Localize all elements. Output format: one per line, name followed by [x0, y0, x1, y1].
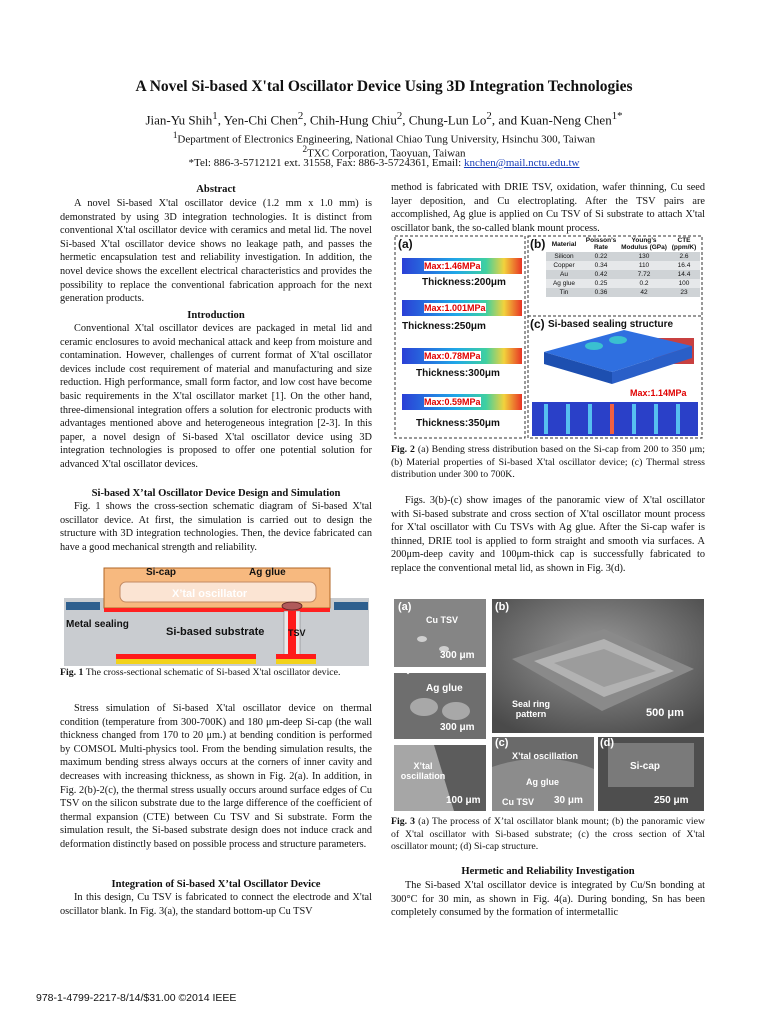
- footer-copyright: 978-1-4799-2217-8/14/$31.00 ©2014 IEEE: [36, 992, 237, 1004]
- fig3-scale-250: 250 μm: [654, 795, 689, 806]
- figure-2: [394, 234, 704, 440]
- author: , Chih-Hung Chiu: [303, 112, 397, 128]
- fig2-caption: Fig. 2 (a) Bending stress distribution based on the Si-cap from 200 to 350 μm; (b) Material properties of Si-based X'tal oscillator device; (c) Thermal stress distribution under 300 to 700K.: [391, 444, 705, 481]
- design-text: Fig. 1 shows the cross-section schematic diagram of Si-based X'tal oscillator device. At first, the simulation is carried out to design the structure with 3D integration technologies. Then, the device fabricated can have a good mechanical strength and reliability.: [60, 501, 372, 553]
- fig2-sealing-max: Max:1.14MPa: [630, 388, 687, 398]
- fig3-label-sicap: Si-cap: [630, 761, 661, 772]
- fig2-sim-max: Max:1.46MPa: [424, 261, 481, 271]
- material-table: Material Poisson’s Rate Young’s Modulus (GPa) CTE (ppm/K) Silicon 0.22 130 2.6 Copper 0.34 110 16.4 Au 0.42 7.72 14.4 Ag glue 0.25 0.2 100 Tin 0.36 42 23: [546, 236, 700, 297]
- fig3-panel-b: (b): [495, 601, 510, 613]
- fig2-sealing-title: Si-based sealing structure: [548, 319, 674, 330]
- fig1-label-tsv: TSV: [288, 628, 306, 638]
- fig3-scale-500: 500 μm: [646, 707, 684, 719]
- fig1-label-substrate: Si-based substrate: [166, 626, 265, 638]
- fig2-sim-thickness: Thickness:200μm: [422, 277, 506, 288]
- author: , Yen-Chi Chen: [217, 112, 298, 128]
- table-row: Tin 0.36 42 23: [546, 288, 700, 297]
- abstract-text: A novel Si-based X'tal oscillator device (1.2 mm x 1.0 mm) is demonstrated by using 3D integration technologies. It is distinct from conventional X'tal oscillator device with ceramics and metal lid. The novel Si-based X'tal oscillator device shows no leakage path, and passes the hermetic encapsulation test and reliability investigation. In addition, the novel device shows the excellent electrical characteristics and provides the possibility to replace the conventional fabrication approach for the next generation products.: [60, 198, 372, 305]
- stress-text: Stress simulation of Si-based X'tal oscillator device on thermal condition (temperature from 300-700K) and 180 μm-deep Si-cap (the wall thickness changed from 170 to 20 μm.) at bending condition is performed by COMSOL Multi-physics tool. From the bending simulation results, the maximum bending stress always occurs at the corners of inner cavity and decreases with increasing thickness, as shown in Fig. 2(a). In addition, in Fig. 2(b)-2(c), the thermal stress usually occurs around surface edges of Cu TSV on the silicon substrate due to the large difference of the coefficient of thermal expansion (CTE) between Cu TSV and Si substrate. Form the simulation result, the Si-based substrate design does not induce crack and deformation distinctly based on possible process and structure parameters.: [60, 703, 372, 850]
- fig2-panel-a: (a): [398, 237, 413, 251]
- fig3-label-xtal-c: X’tal oscillation: [512, 751, 579, 761]
- fig3-scale-300a: 300 μm: [440, 650, 475, 661]
- fig1-label-agglue: Ag glue: [249, 567, 286, 578]
- fig3-label-cutsv-c: Cu TSV: [502, 797, 535, 807]
- fig2-sim-thickness: Thickness:300μm: [416, 368, 500, 379]
- affiliation-1: $^1$Department of Electronics Engineering, National Chiao Tung University, Hsinchu 300, Taiwan: [172, 130, 596, 146]
- paper-title: A Novel Si-based X'tal Oscillator Device Using 3D Integration Technologies: [135, 78, 633, 95]
- fig3-label-cutsv: Cu TSV: [426, 615, 459, 625]
- fig3-panel-c: (c): [495, 737, 509, 749]
- fig3-label-agglue: Ag glue: [426, 683, 463, 694]
- fig3-scale-100: 100 μm: [446, 795, 481, 806]
- affiliation-2: $^2$TXC Corporation, Taoyuan, Taiwan: [302, 144, 466, 160]
- figure-1: [64, 562, 369, 666]
- fig2-sim-max: Max:0.59MPa: [424, 397, 481, 407]
- design-heading: Si-based X’tal Oscillator Device Design and Simulation: [91, 488, 341, 499]
- author: , and Kuan-Neng Chen: [491, 112, 612, 128]
- email-link[interactable]: knchen@mail.nctu.edu.tw: [463, 157, 580, 169]
- introduction-heading: Introduction: [187, 310, 245, 321]
- fig1-label-metal: Metal sealing: [66, 619, 129, 630]
- fig3-scale-30: 30 μm: [554, 795, 583, 806]
- fig2-sim-thickness: Thickness:250μm: [402, 321, 486, 332]
- hermetic-heading: Hermetic and Reliability Investigation: [461, 866, 635, 877]
- introduction-text: Conventional X'tal oscillator devices are packaged in metal lid and ceramic enclosures to avoid mechanical attack and keep from moisture and contamination. However, challenges of current format of X'tal oscillator devices include cost requirement of material and manufacturing and size reduction. High performance, small form factor, and low cost have become basic requirements in the X'tal oscillator market [1]. On the other hand, three-dimensional integration offers a solution for electronic products with advantages mentioned above and heterogeneous integration [2-3]. In this paper, a novel design of Si-based X'tal oscillator device using 3D integration technologies is proposed to offer one potential solution for advanced X'tal oscillator devices.: [60, 323, 372, 470]
- fig1-label-xtal: X’tal oscillator: [172, 588, 248, 600]
- table-row: Copper 0.34 110 16.4: [546, 261, 700, 270]
- fig2-panel-c: (c): [530, 317, 545, 331]
- fig2-panel-b: (b): [530, 237, 546, 251]
- figure-3: [394, 599, 704, 811]
- fig1-schematic: [64, 562, 369, 666]
- fig2-sim-max: Max:1.001MPa: [424, 303, 486, 313]
- table-row: Ag glue 0.25 0.2 100: [546, 279, 700, 288]
- table-row: Au 0.42 7.72 14.4: [546, 270, 700, 279]
- integration-text: In this design, Cu TSV is fabricated to connect the electrode and X'tal oscillator blank. In Fig. 3(a), the standard bottom-up Cu TSV: [60, 892, 372, 917]
- table-row: Silicon 0.22 130 2.6: [546, 252, 700, 261]
- fig1-label-sicap: Si-cap: [146, 567, 177, 578]
- author: Jian-Yu Shih: [145, 112, 213, 128]
- fig1-caption: Fig. 1 The cross-sectional schematic of Si-based X'tal oscillator device.: [60, 667, 341, 678]
- fig2-sim-thickness: Thickness:350μm: [416, 418, 500, 429]
- fig3-panel-a: (a): [398, 601, 412, 613]
- hermetic-text: The Si-based X'tal oscillator device is integrated by Cu/Sn bonding at 300°C for 30 min, as shown in Fig. 4(a). During bonding, Sn has been completely consumed by the formation of intermetallic: [391, 880, 705, 919]
- fig3-label-xtal-left: X’tal oscillation: [400, 761, 446, 781]
- fig3-panel-d: (d): [600, 737, 615, 749]
- fig2-sim-max: Max:0.78MPa: [424, 351, 481, 361]
- author: , Chung-Lun Lo: [402, 112, 487, 128]
- fig3-label-sealring: Seal ring pattern: [511, 699, 550, 719]
- author-list: Jian-Yu Shih$^1$, Yen-Chi Chen$^2$, Chih-Hung Chiu$^2$, Chung-Lun Lo$^2$, and Kuan-Neng Chen$^{1*}$: [145, 110, 623, 128]
- fig3-caption: Fig. 3 (a) The process of X’tal oscillator blank mount; (b) the panoramic view of X'tal oscillator with Si-based substrate; (c) the cross section of X'tal oscillator mount; (d) Si-cap structure.: [391, 816, 706, 853]
- method-text: method is fabricated with DRIE TSV, oxidation, wafer thinning, Cu seed layer deposition, and Cu electroplating. After the TSV pairs are accomplished, Ag glue is applied on Cu TSV of Si substrate to attach X'tal oscillator bank, the so-called blank mount process.: [391, 182, 705, 234]
- integration-heading: Integration of Si-based X’tal Oscillator Device: [111, 879, 321, 890]
- fig3-scale-300b: 300 μm: [440, 722, 475, 733]
- abstract-heading: Abstract: [196, 184, 236, 195]
- contact-line: *Tel: 886-3-5712121 ext. 31558, Fax: 886-3-5724361, Email: knchen@mail.nctu.edu.tw: [188, 157, 580, 169]
- figs3-text: Figs. 3(b)-(c) show images of the panoramic view of X'tal oscillator with Si-based substrate and cross section of X'tal oscillator mount process for X'tal oscillator with Cu TSVs with Ag glue. After the Si-cap wafer is thinned, DRIE tool is applied to form straight and smooth via surfaces. A 200μm-deep cavity and 100μm-thick cap is successfully fabricated to replace the conventional metal lid, as shown in Fig. 3(d).: [391, 495, 705, 574]
- fig3-label-agglue-c: Ag glue: [526, 777, 559, 787]
